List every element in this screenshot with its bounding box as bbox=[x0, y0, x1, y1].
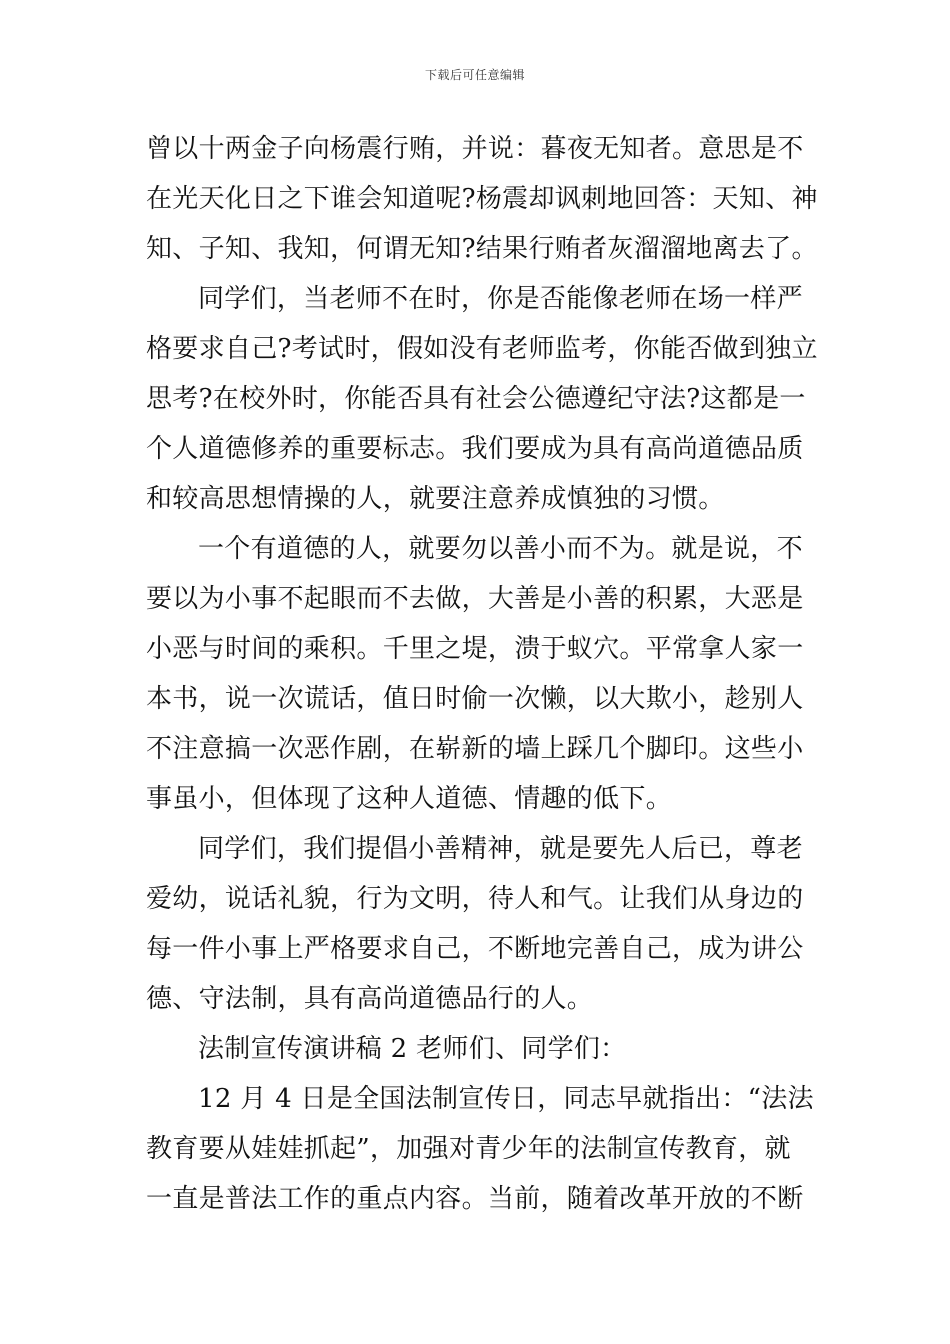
text-line: 个人道德修养的重要标志。我们要成为具有高尚道德品质 bbox=[146, 434, 804, 464]
text-line: 一直是普法工作的重点内容。当前，随着改革开放的不断 bbox=[146, 1184, 804, 1214]
text-line: 教育要从娃娃抓起”，加强对青少年的法制宣传教育，就 bbox=[146, 1134, 791, 1164]
text-line: 一个有道德的人，就要勿以善小而不为。就是说，不 bbox=[198, 534, 803, 564]
text-line: 同学们，我们提倡小善精神，就是要先人后已，尊老 bbox=[198, 834, 803, 864]
text-line: 格要求自己?考试时，假如没有老师监考，你能否做到独立 bbox=[146, 334, 818, 364]
text-line: 本书，说一次谎话，值日时偷一次懒，以大欺小，趁别人 bbox=[146, 684, 804, 714]
text-line: 小恶与时间的乘积。千里之堤，溃于蚁穴。平常拿人家一 bbox=[146, 634, 804, 664]
text-line: 爱幼，说话礼貌，行为文明，待人和气。让我们从身边的 bbox=[146, 884, 804, 914]
text-line: 不注意搞一次恶作剧，在崭新的墙上踩几个脚印。这些小 bbox=[146, 734, 804, 764]
text-line: 曾以十两金子向杨震行贿，并说：暮夜无知者。意思是不 bbox=[146, 134, 804, 164]
text-line: 在光天化日之下谁会知道呢?杨震却讽刺地回答：天知、神 bbox=[146, 184, 818, 214]
text-line: 要以为小事不起眼而不去做，大善是小善的积累，大恶是 bbox=[146, 584, 804, 614]
text-line: 法制宣传演讲稿 2 老师们、同学们： bbox=[198, 1034, 627, 1064]
text-line: 思考?在校外时，你能否具有社会公德遵纪守法?这都是一 bbox=[146, 384, 806, 414]
text-line: 同学们，当老师不在时，你是否能像老师在场一样严 bbox=[198, 284, 803, 314]
text-line: 德、守法制，具有高尚道德品行的人。 bbox=[146, 984, 594, 1014]
text-line: 事虽小，但体现了这种人道德、情趣的低下。 bbox=[146, 784, 673, 814]
page-header: 下载后可任意编辑 bbox=[424, 68, 525, 82]
text-line: 每一件小事上严格要求自己，不断地完善自己，成为讲公 bbox=[146, 934, 804, 964]
text-line: 12 月 4 日是全国法制宣传日，同志早就指出：“法法 bbox=[198, 1084, 814, 1114]
text-line: 知、子知、我知，何谓无知?结果行贿者灰溜溜地离去了。 bbox=[146, 234, 818, 264]
text-line: 和较高思想情操的人，就要注意养成慎独的习惯。 bbox=[146, 484, 725, 514]
document-body bbox=[146, 124, 818, 1224]
